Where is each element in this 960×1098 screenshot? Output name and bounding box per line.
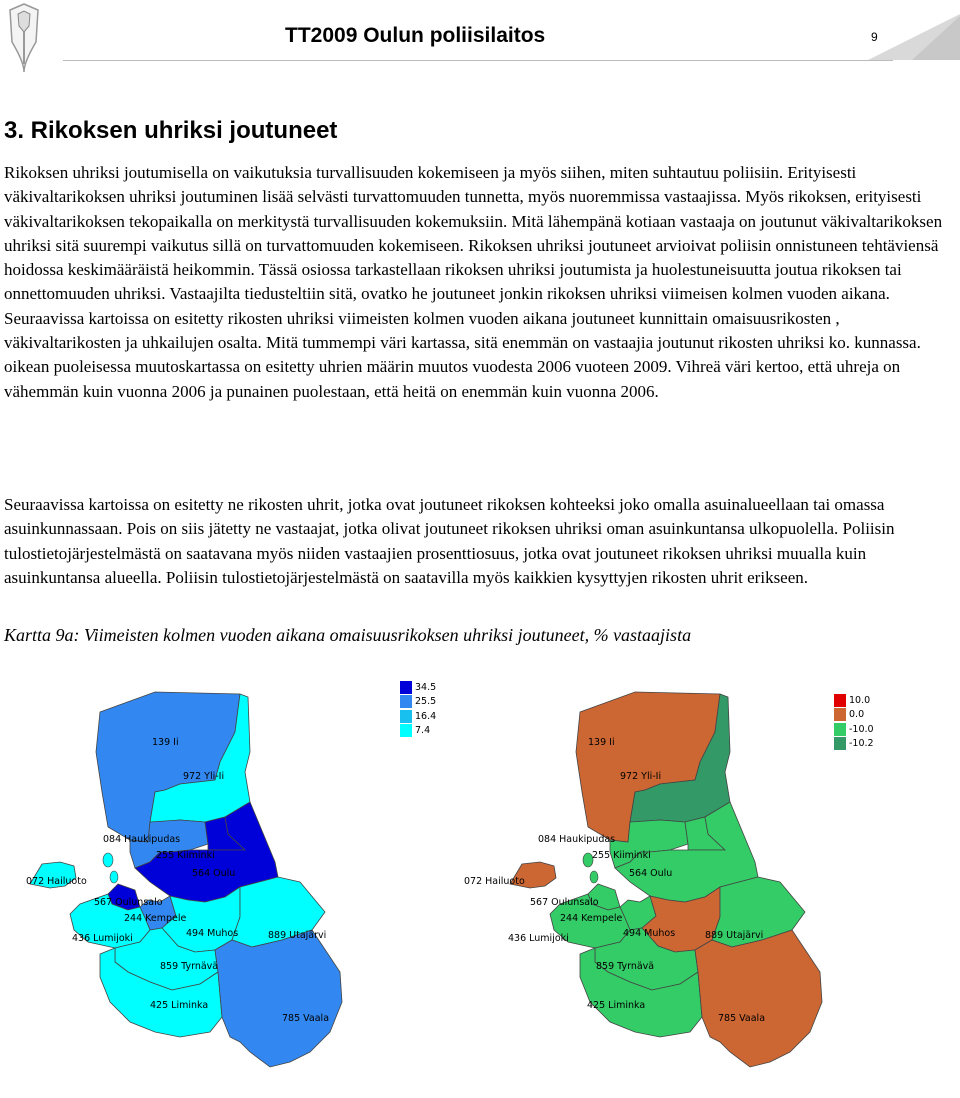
map-label-oulu: 564 Oulu <box>629 868 673 879</box>
map-label-hailuoto: 072 Hailuoto <box>26 876 87 887</box>
document-title: TT2009 Oulun poliisilaitos <box>285 24 546 47</box>
map-label-oulu: 564 Oulu <box>192 868 236 879</box>
percentage-legend <box>400 680 436 738</box>
map-label-kiiminki: 255 Kiiminki <box>592 850 651 861</box>
map-label-haukipudas: 084 Haukipudas <box>538 834 616 845</box>
map-label-tyrnava: 859 Tyrnävä <box>596 961 655 972</box>
map-label-oulunsalo: 567 Oulunsalo <box>530 897 599 908</box>
map-label-liminka: 425 Liminka <box>587 1000 646 1011</box>
map-label-kiiminki: 255 Kiiminki <box>156 850 215 861</box>
legend-item <box>400 724 436 739</box>
body-paragraph-1: Rikoksen uhriksi joutumisella on vaikutuksia turvallisuuden kokemiseen ja myös siihen, miten suhtautuu poliisiin. Erityisesti väkivaltarikoksen uhriksi joutuminen lisää selvästi turvattomuuden tunnetta, myös nuoremmissa vastaajissa. Myös rikoksen, erityisesti väkivaltarikoksen tekopaikalla on merkitystä turvallisuuden kokemuksiin. Mitä lähempänä kotiaan vastaaja on joutunut väkivaltarikoksen uhriksi sitä suurempi vaikutus sillä on turvattomuuden kokemiseen. Rikoksen uhriksi joutuneet arvioivat poliisin onnistuneen tehtäviensä hoidossa keskimääräistä heikommin. Tässä osiossa tarkastellaan rikoksen uhriksi joutumista ja huolestuneisuutta joutua rikoksen tai onnettomuuden uhriksi. Vastaajilta tiedusteltiin sitä, ovatko he joutuneet jonkin rikoksen uhriksi viimeisen kolmen vuoden aikana. Seuraavissa kartoissa on esitetty rikosten uhriksi viimeisten kolmen vuoden aikana joutuneet kunnittain omaisuusrikosten , väkivaltarikosten ja uhkailujen osalta. Mitä tummempi väri kartassa, sitä enemmän on vastaajia joutunut rikosten uhriksi ko. kunnassa. oikean puoleisessa muutoskartassa on esitetty uhrien määrin muutos vuodesta 2006 vuoteen 2009. Vihreä väri kertoo, että uhreja on vähemmän kuin vuonna 2006 ja punainen puolestaan, että heitä on enemmän kuin vuonna 2006. <box>4 163 943 401</box>
change-legend <box>834 693 874 751</box>
body-paragraph-2: Seuraavissa kartoissa on esitetty ne rikosten uhrit, jotka ovat joutuneet rikoksen kohteeksi joko omalla asuinalueellaan tai omassa asuinkunnassaan. Pois on siis jätetty ne vastaajat, jotka olivat joutuneet rikoksen uhriksi oman asuinkuntansa ulkopuolella. Poliisin tulostietojärjestelmästä on saatavana myös niiden vastaajien prosenttiosuus, jotka ovat joutuneet rikoksen uhriksi muualla kuin asuinkuntansa alueella. Poliisin tulostietojärjestelmästä on saatavilla myös kaikkien kysyttyjen rikosten uhrit erikseen. <box>4 495 895 587</box>
legend-item <box>834 693 874 708</box>
map-label-utajarvi: 889 Utajärvi <box>268 930 327 941</box>
map-label-oulunsalo: 567 Oulunsalo <box>94 897 163 908</box>
page-header <box>0 0 960 72</box>
victim-change-map <box>464 672 960 1092</box>
map-label-yliii: 972 Yli-Ii <box>183 771 225 782</box>
map-label-liminka: 425 Liminka <box>150 1000 209 1011</box>
legend-label: 10.0 <box>849 694 871 706</box>
map-label-kempele: 244 Kempele <box>560 913 623 924</box>
legend-item <box>400 709 436 724</box>
legend-label: 34.5 <box>415 681 437 693</box>
police-crest-logo <box>4 2 44 74</box>
map-label-muhos: 494 Muhos <box>623 928 676 939</box>
legend-item <box>400 680 436 695</box>
map-label-tyrnava: 859 Tyrnävä <box>160 961 219 972</box>
legend-swatch <box>834 708 846 721</box>
map-caption: Kartta 9a: Viimeisten kolmen vuoden aikana omaisuusrikoksen uhriksi joutuneet, % vastaajista <box>4 625 692 645</box>
legend-label: 25.5 <box>415 696 437 708</box>
region-vaala <box>215 930 342 1067</box>
map-label-kempele: 244 Kempele <box>124 913 187 924</box>
legend-label: 16.4 <box>415 710 437 722</box>
map-label-lumijoki: 436 Lumijoki <box>72 933 133 944</box>
legend-swatch <box>834 737 846 750</box>
legend-swatch <box>834 723 846 736</box>
region-vaala <box>695 930 822 1067</box>
map-label-ii: 139 Ii <box>152 737 179 748</box>
map-label-muhos: 494 Muhos <box>186 928 239 939</box>
map-label-vaala: 785 Vaala <box>718 1013 766 1024</box>
header-divider <box>63 60 893 61</box>
map-label-lumijoki: 436 Lumijoki <box>508 933 569 944</box>
legend-swatch <box>400 681 412 694</box>
legend-label: -10.2 <box>849 738 874 750</box>
legend-label: 0.0 <box>849 709 865 721</box>
map-label-haukipudas: 084 Haukipudas <box>103 834 181 845</box>
page-corner-decoration <box>868 14 960 60</box>
legend-item <box>834 708 874 723</box>
legend-swatch <box>400 724 412 737</box>
map-label-ii: 139 Ii <box>588 737 615 748</box>
map-label-hailuoto: 072 Hailuoto <box>464 876 525 887</box>
legend-item <box>400 695 436 710</box>
legend-item <box>834 737 874 752</box>
legend-swatch <box>400 695 412 708</box>
map-label-vaala: 785 Vaala <box>282 1013 330 1024</box>
legend-swatch <box>400 710 412 723</box>
map-label-utajarvi: 889 Utajärvi <box>705 930 764 941</box>
legend-swatch <box>834 694 846 707</box>
legend-label: 7.4 <box>415 725 431 737</box>
page-number: 9 <box>871 30 878 44</box>
legend-item <box>834 722 874 737</box>
legend-label: -10.0 <box>849 723 874 735</box>
section-heading: 3. Rikoksen uhriksi joutuneet <box>4 117 338 144</box>
map-label-yliii: 972 Yli-Ii <box>620 771 662 782</box>
